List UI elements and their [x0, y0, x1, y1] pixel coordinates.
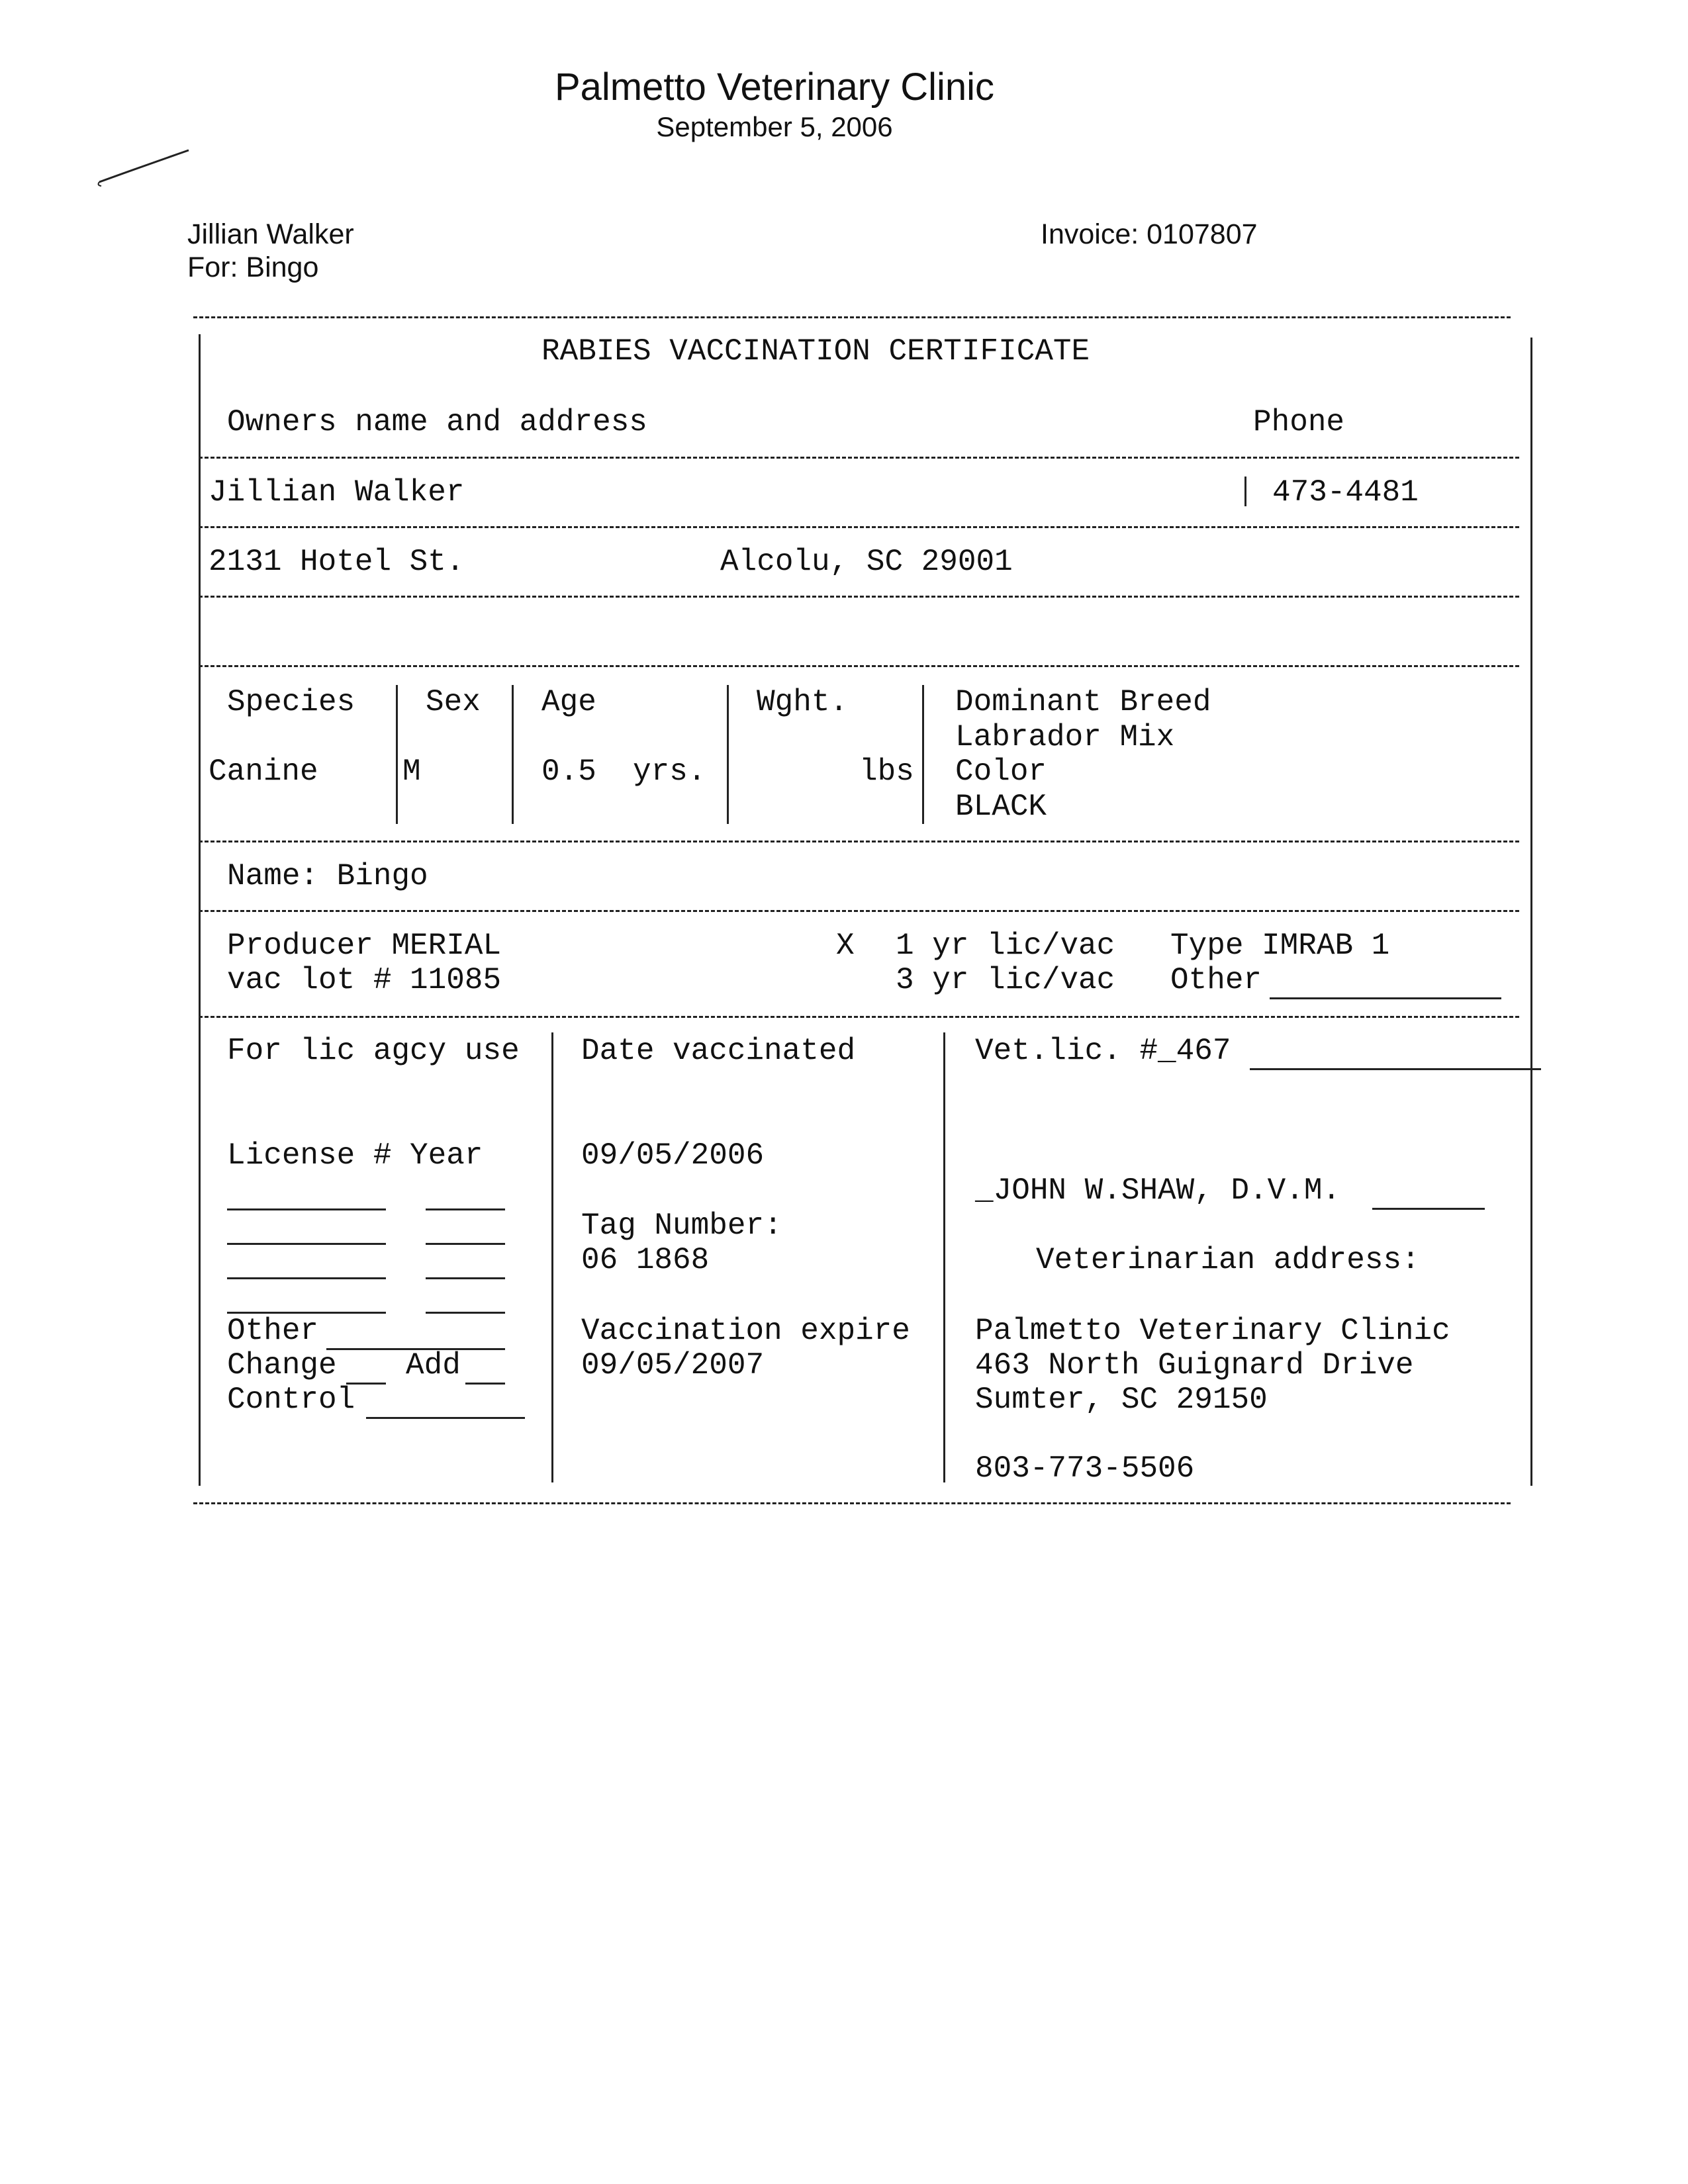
vet-license: Vet.lic. #_467	[975, 1034, 1231, 1068]
owner-name-header: Jillian Walker	[187, 218, 354, 250]
weight-label: Wght.	[757, 685, 849, 719]
three-year-option: 3 yr lic/vac	[896, 963, 1115, 997]
color-label: Color	[955, 754, 1047, 789]
sex-value: M	[402, 754, 421, 789]
owner-street: 2131 Hotel St.	[209, 545, 465, 579]
one-year-option: 1 yr lic/vac	[896, 929, 1115, 963]
color-value: BLACK	[955, 790, 1047, 824]
lbs-label: lbs	[859, 754, 914, 789]
type-other-label: Other	[1170, 963, 1262, 997]
x-mark: X	[836, 929, 855, 963]
vac-lot: vac lot # 11085	[227, 963, 502, 997]
age-value: 0.5 yrs.	[541, 754, 706, 789]
pet-name: Name: Bingo	[227, 859, 428, 893]
add-label: Add	[406, 1348, 461, 1383]
vet-name: _JOHN W.SHAW, D.V.M.	[975, 1173, 1341, 1208]
vet-clinic-phone: 803-773-5506	[975, 1451, 1195, 1486]
other-label: Other	[227, 1314, 319, 1348]
license-year-label: License # Year	[227, 1138, 483, 1173]
document-date: September 5, 2006	[656, 111, 893, 142]
vet-clinic-street: 463 North Guignard Drive	[975, 1348, 1414, 1383]
tag-number: 06 1868	[581, 1243, 710, 1277]
species-label: Species	[227, 685, 355, 719]
producer: Producer MERIAL	[227, 929, 502, 963]
owner-phone: 473-4481	[1272, 475, 1419, 510]
owner-city: Alcolu, SC 29001	[720, 545, 1013, 579]
control-label: Control	[227, 1383, 355, 1417]
pet-for-line: For: Bingo	[187, 251, 319, 283]
breed-label: Dominant Breed	[955, 685, 1211, 719]
breed-value: Labrador Mix	[955, 720, 1175, 754]
owner-label: Owners name and address	[227, 405, 647, 439]
vet-address-label: Veterinarian address:	[1036, 1243, 1420, 1277]
age-label: Age	[541, 685, 596, 719]
vet-clinic-name: Palmetto Veterinary Clinic	[975, 1314, 1450, 1348]
pen-mark	[96, 142, 202, 189]
expire-label: Vaccination expire	[581, 1314, 910, 1348]
owner-name: Jillian Walker	[209, 475, 465, 510]
clinic-title: Palmetto Veterinary Clinic	[554, 66, 995, 109]
expire-date: 09/05/2007	[581, 1348, 765, 1383]
vet-clinic-city: Sumter, SC 29150	[975, 1383, 1268, 1417]
date-vaccinated: 09/05/2006	[581, 1138, 765, 1173]
species-value: Canine	[209, 754, 318, 789]
change-label: Change	[227, 1348, 337, 1383]
vaccine-type: Type IMRAB 1	[1170, 929, 1390, 963]
certificate-title: RABIES VACCINATION CERTIFICATE	[541, 334, 1090, 369]
lic-agency-label: For lic agcy use	[227, 1034, 520, 1068]
date-vaccinated-label: Date vaccinated	[581, 1034, 856, 1068]
invoice-number: Invoice: 0107807	[1041, 218, 1258, 250]
phone-label: Phone	[1253, 405, 1345, 439]
sex-label: Sex	[426, 685, 481, 719]
tag-number-label: Tag Number:	[581, 1208, 782, 1243]
